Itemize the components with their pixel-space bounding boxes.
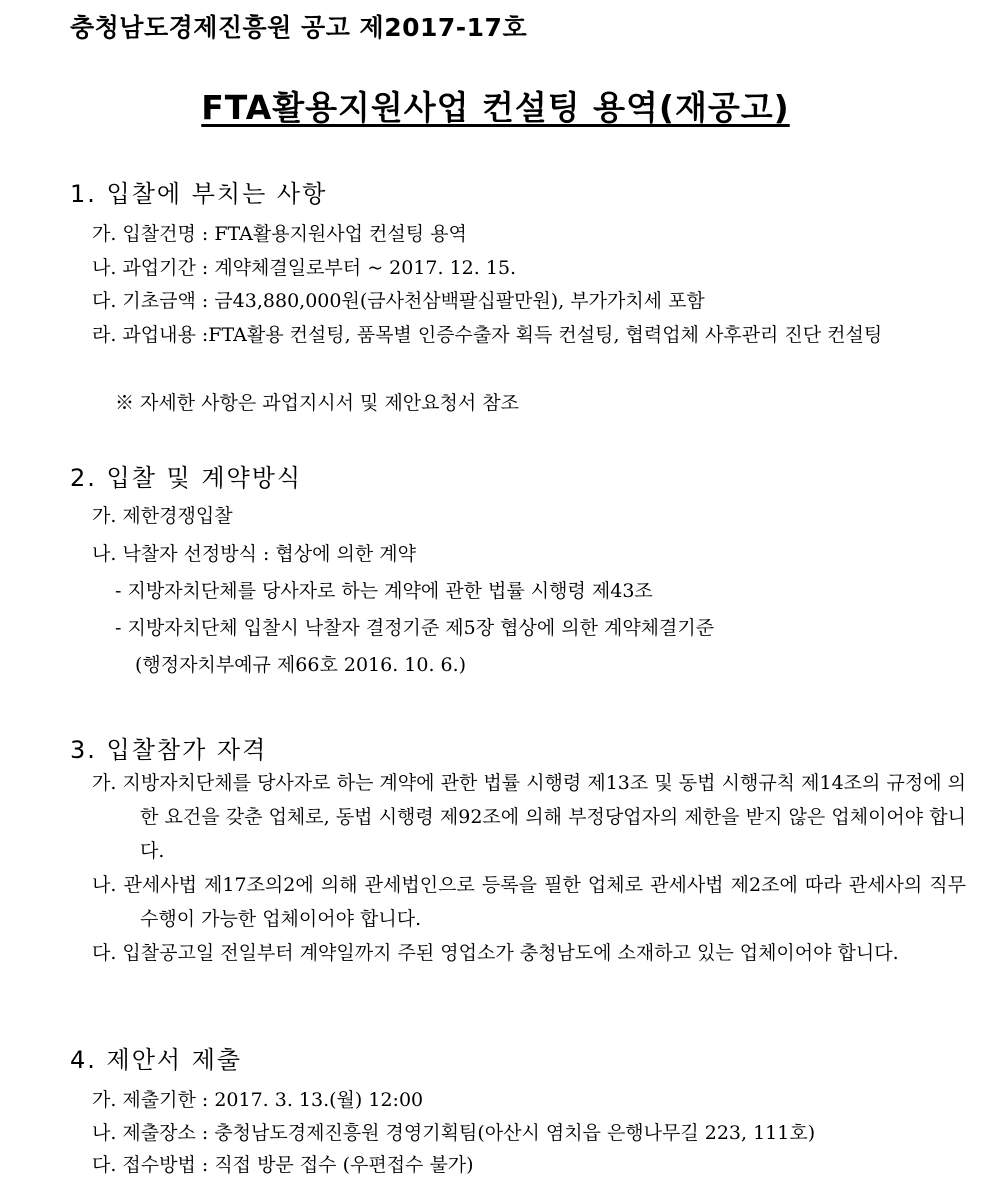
section-3-item-ga: 가. 지방자치단체를 당사자로 하는 계약에 관한 법률 시행령 제13조 및 동법 시행규칙 제14조의 규정에 의한 요건을 갖춘 업체로, 동법 시행령 제92조에 의해 부정당업자의 제한을 받지 않은 업체이어야 합니다. (92, 772, 966, 862)
section-1-item-ra (92, 318, 920, 352)
document-title: FTA활용지원사업 컨설팅 용역(재공고) (201, 88, 790, 127)
section-4-heading: 4. 제안서 제출 (70, 1046, 243, 1074)
section-4-item-na: 나. 제출장소 : 충청남도경제진흥원 경영기획팀(아산시 염치읍 은행나무길 223, 111호) (92, 1122, 816, 1144)
section-1-item-da: 다. 기초금액 : 금43,880,000원(금사천삼백팔십팔만원), 부가가치세 포함 (92, 290, 705, 312)
notice-number: 충청남도경제진흥원 공고 제2017-17호 (70, 13, 528, 42)
section-2-heading: 2. 입찰 및 계약방식 (70, 464, 303, 492)
section-2-dash-1: - 지방자치단체를 당사자로 하는 계약에 관한 법률 시행령 제43조 (115, 580, 653, 602)
section-2-item-ga: 가. 제한경쟁입찰 (92, 505, 233, 527)
section-1-item-ra-text: FTA활용 컨설팅, 품목별 인증수출자 획득 컨설팅, 협력업체 사후관리 진단 컨설팅 (208, 324, 883, 346)
section-3-heading: 3. 입찰참가 자격 (70, 736, 268, 764)
section-4-item-da: 다. 접수방법 : 직접 방문 접수 (우편접수 불가) (92, 1154, 474, 1176)
section-1-item-ga: 가. 입찰건명 : FTA활용지원사업 컨설팅 용역 (92, 223, 467, 245)
section-2-dash-2: - 지방자치단체 입찰시 낙찰자 결정기준 제5장 협상에 의한 계약체결기준 (115, 617, 715, 639)
section-4-item-ga: 가. 제출기한 : 2017. 3. 13.(월) 12:00 (92, 1089, 424, 1111)
section-3-item-na: 나. 관세사법 제17조의2에 의해 관세법인으로 등록을 필한 업체로 관세사법 제2조에 따라 관세사의 직무 수행이 가능한 업체이어야 합니다. (92, 874, 966, 930)
section-2-item-na: 나. 낙찰자 선정방식 : 협상에 의한 계약 (92, 543, 416, 565)
section-2-dash-2-continued: (행정자치부예규 제66호 2016. 10. 6.) (135, 654, 467, 676)
section-3-item-da: 다. 입찰공고일 전일부터 계약일까지 주된 영업소가 충청남도에 소재하고 있는 업체이어야 합니다. (92, 942, 899, 964)
section-1-heading: 1. 입찰에 부치는 사항 (70, 180, 328, 208)
section-1-item-na: 나. 과업기간 : 계약체결일로부터 ~ 2017. 12. 15. (92, 257, 517, 279)
section-1-note: ※ 자세한 사항은 과업지시서 및 제안요청서 참조 (115, 392, 519, 414)
section-1-item-ra-label: 라. 과업내용 : (92, 324, 209, 346)
